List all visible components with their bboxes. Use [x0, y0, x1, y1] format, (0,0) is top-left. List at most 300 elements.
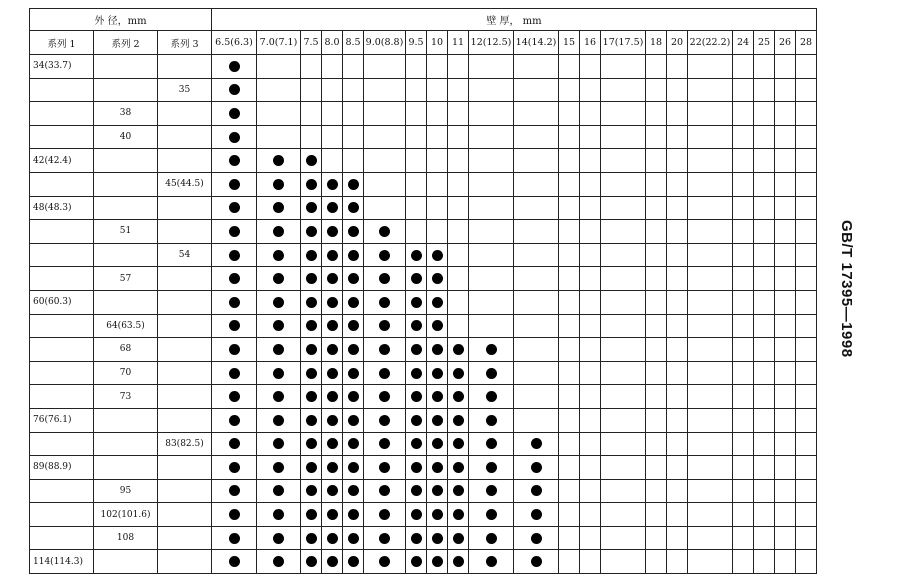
available-dot-icon	[486, 368, 497, 379]
availability-cell	[796, 220, 817, 244]
availability-cell	[212, 267, 257, 291]
available-dot-icon	[432, 391, 443, 402]
available-dot-icon	[486, 556, 497, 567]
availability-cell	[688, 432, 733, 456]
outer-diameter-cell	[94, 408, 158, 432]
outer-diameter-cell: 42(42.4)	[30, 149, 94, 173]
availability-cell	[514, 172, 559, 196]
availability-cell	[427, 149, 448, 173]
available-dot-icon	[379, 533, 390, 544]
availability-cell	[343, 385, 364, 409]
availability-cell	[646, 78, 667, 102]
availability-cell	[667, 479, 688, 503]
available-dot-icon	[486, 344, 497, 355]
outer-diameter-cell	[158, 125, 212, 149]
availability-cell	[667, 125, 688, 149]
availability-cell	[514, 220, 559, 244]
availability-cell	[322, 55, 343, 79]
availability-cell	[688, 125, 733, 149]
availability-cell	[469, 243, 514, 267]
availability-cell	[646, 338, 667, 362]
available-dot-icon	[229, 415, 240, 426]
available-dot-icon	[327, 415, 338, 426]
availability-cell	[646, 526, 667, 550]
availability-cell	[212, 526, 257, 550]
available-dot-icon	[306, 202, 317, 213]
availability-cell	[733, 361, 754, 385]
availability-cell	[667, 432, 688, 456]
availability-cell	[469, 361, 514, 385]
availability-cell	[733, 314, 754, 338]
availability-cell	[448, 196, 469, 220]
availability-cell	[796, 78, 817, 102]
availability-cell	[796, 102, 817, 126]
availability-cell	[322, 314, 343, 338]
available-dot-icon	[411, 485, 422, 496]
available-dot-icon	[273, 202, 284, 213]
outer-diameter-cell	[94, 78, 158, 102]
availability-cell	[775, 149, 796, 173]
availability-cell	[212, 456, 257, 480]
availability-cell	[364, 149, 406, 173]
availability-cell	[469, 338, 514, 362]
outer-diameter-cell	[158, 456, 212, 480]
available-dot-icon	[486, 415, 497, 426]
availability-cell	[364, 385, 406, 409]
outer-diameter-cell: 76(76.1)	[30, 408, 94, 432]
thickness-header: 10	[427, 31, 448, 55]
availability-cell	[257, 479, 301, 503]
table-row	[30, 385, 817, 409]
availability-cell	[257, 456, 301, 480]
available-dot-icon	[453, 462, 464, 473]
availability-cell	[301, 361, 322, 385]
outer-diameter-header: 外 径，mm	[30, 9, 212, 31]
availability-cell	[754, 102, 775, 126]
availability-cell	[406, 125, 427, 149]
thickness-header: 17(17.5)	[601, 31, 646, 55]
available-dot-icon	[432, 368, 443, 379]
available-dot-icon	[348, 415, 359, 426]
table-row	[30, 503, 817, 527]
available-dot-icon	[453, 509, 464, 520]
availability-cell	[688, 385, 733, 409]
availability-cell	[427, 78, 448, 102]
available-dot-icon	[306, 462, 317, 473]
thickness-header: 11	[448, 31, 469, 55]
availability-cell	[406, 503, 427, 527]
availability-cell	[257, 526, 301, 550]
availability-cell	[343, 338, 364, 362]
available-dot-icon	[273, 344, 284, 355]
availability-cell	[514, 290, 559, 314]
availability-cell	[559, 243, 580, 267]
availability-cell	[343, 149, 364, 173]
availability-cell	[406, 78, 427, 102]
availability-cell	[448, 503, 469, 527]
availability-cell	[469, 479, 514, 503]
availability-cell	[406, 432, 427, 456]
available-dot-icon	[306, 226, 317, 237]
availability-cell	[301, 267, 322, 291]
availability-cell	[212, 338, 257, 362]
available-dot-icon	[432, 462, 443, 473]
availability-cell	[448, 456, 469, 480]
availability-cell	[364, 172, 406, 196]
outer-diameter-cell: 38	[94, 102, 158, 126]
availability-cell	[448, 408, 469, 432]
outer-diameter-cell: 48(48.3)	[30, 196, 94, 220]
outer-diameter-cell: 95	[94, 479, 158, 503]
availability-cell	[448, 102, 469, 126]
availability-cell	[212, 220, 257, 244]
available-dot-icon	[327, 226, 338, 237]
availability-cell	[601, 408, 646, 432]
available-dot-icon	[273, 391, 284, 402]
outer-diameter-cell	[158, 267, 212, 291]
availability-cell	[257, 172, 301, 196]
availability-cell	[559, 267, 580, 291]
availability-cell	[796, 196, 817, 220]
availability-cell	[733, 172, 754, 196]
thickness-header: 24	[733, 31, 754, 55]
available-dot-icon	[432, 438, 443, 449]
available-dot-icon	[453, 415, 464, 426]
availability-cell	[364, 78, 406, 102]
availability-cell	[448, 550, 469, 574]
available-dot-icon	[229, 462, 240, 473]
availability-cell	[514, 314, 559, 338]
available-dot-icon	[453, 485, 464, 496]
available-dot-icon	[327, 485, 338, 496]
available-dot-icon	[411, 368, 422, 379]
availability-cell	[796, 550, 817, 574]
steel-pipe-dimension-table	[29, 8, 817, 574]
outer-diameter-cell	[158, 526, 212, 550]
availability-cell	[448, 526, 469, 550]
availability-cell	[448, 125, 469, 149]
table-row	[30, 361, 817, 385]
available-dot-icon	[273, 485, 284, 496]
availability-cell	[733, 149, 754, 173]
available-dot-icon	[327, 320, 338, 331]
availability-cell	[364, 196, 406, 220]
available-dot-icon	[229, 179, 240, 190]
availability-cell	[427, 243, 448, 267]
availability-cell	[667, 55, 688, 79]
available-dot-icon	[229, 273, 240, 284]
availability-cell	[559, 550, 580, 574]
availability-cell	[343, 243, 364, 267]
availability-cell	[427, 220, 448, 244]
availability-cell	[754, 290, 775, 314]
availability-cell	[322, 125, 343, 149]
outer-diameter-cell	[30, 125, 94, 149]
available-dot-icon	[432, 273, 443, 284]
available-dot-icon	[379, 438, 390, 449]
availability-cell	[448, 361, 469, 385]
availability-cell	[406, 55, 427, 79]
availability-cell	[406, 385, 427, 409]
availability-cell	[667, 408, 688, 432]
availability-cell	[322, 338, 343, 362]
availability-cell	[775, 456, 796, 480]
thickness-header: 6.5(6.3)	[212, 31, 257, 55]
availability-cell	[601, 290, 646, 314]
available-dot-icon	[306, 533, 317, 544]
availability-cell	[601, 550, 646, 574]
availability-cell	[733, 78, 754, 102]
availability-cell	[688, 55, 733, 79]
availability-cell	[559, 385, 580, 409]
available-dot-icon	[379, 391, 390, 402]
availability-cell	[364, 526, 406, 550]
available-dot-icon	[348, 344, 359, 355]
availability-cell	[796, 338, 817, 362]
available-dot-icon	[306, 250, 317, 261]
availability-cell	[733, 125, 754, 149]
available-dot-icon	[273, 415, 284, 426]
available-dot-icon	[348, 485, 359, 496]
availability-cell	[796, 172, 817, 196]
available-dot-icon	[229, 509, 240, 520]
availability-cell	[754, 385, 775, 409]
available-dot-icon	[453, 556, 464, 567]
availability-cell	[257, 220, 301, 244]
availability-cell	[343, 526, 364, 550]
availability-cell	[448, 172, 469, 196]
availability-cell	[514, 479, 559, 503]
available-dot-icon	[348, 438, 359, 449]
availability-cell	[646, 102, 667, 126]
available-dot-icon	[486, 509, 497, 520]
availability-cell	[733, 408, 754, 432]
outer-diameter-cell	[94, 149, 158, 173]
availability-cell	[580, 172, 601, 196]
availability-cell	[688, 408, 733, 432]
availability-cell	[559, 55, 580, 79]
available-dot-icon	[348, 533, 359, 544]
available-dot-icon	[379, 226, 390, 237]
thickness-header: 26	[775, 31, 796, 55]
availability-cell	[733, 550, 754, 574]
availability-cell	[646, 149, 667, 173]
available-dot-icon	[273, 179, 284, 190]
availability-cell	[559, 196, 580, 220]
available-dot-icon	[531, 462, 542, 473]
availability-cell	[448, 338, 469, 362]
availability-cell	[580, 338, 601, 362]
series-header: 系列 3	[158, 31, 212, 55]
available-dot-icon	[229, 202, 240, 213]
availability-cell	[733, 503, 754, 527]
availability-cell	[514, 526, 559, 550]
available-dot-icon	[327, 179, 338, 190]
thickness-header: 12(12.5)	[469, 31, 514, 55]
available-dot-icon	[229, 485, 240, 496]
availability-cell	[796, 125, 817, 149]
availability-cell	[448, 267, 469, 291]
availability-cell	[427, 290, 448, 314]
outer-diameter-cell: 57	[94, 267, 158, 291]
available-dot-icon	[273, 368, 284, 379]
available-dot-icon	[273, 320, 284, 331]
availability-cell	[646, 503, 667, 527]
availability-cell	[343, 314, 364, 338]
availability-cell	[775, 432, 796, 456]
availability-cell	[559, 314, 580, 338]
available-dot-icon	[229, 533, 240, 544]
availability-cell	[343, 408, 364, 432]
available-dot-icon	[486, 462, 497, 473]
availability-cell	[406, 102, 427, 126]
available-dot-icon	[306, 273, 317, 284]
availability-cell	[667, 196, 688, 220]
availability-cell	[448, 479, 469, 503]
availability-cell	[667, 314, 688, 338]
availability-cell	[754, 408, 775, 432]
available-dot-icon	[453, 391, 464, 402]
availability-cell	[688, 267, 733, 291]
availability-cell	[469, 78, 514, 102]
available-dot-icon	[327, 462, 338, 473]
availability-cell	[754, 196, 775, 220]
available-dot-icon	[229, 61, 240, 72]
availability-cell	[257, 385, 301, 409]
availability-cell	[212, 172, 257, 196]
availability-cell	[343, 267, 364, 291]
outer-diameter-cell	[94, 243, 158, 267]
available-dot-icon	[327, 368, 338, 379]
available-dot-icon	[348, 368, 359, 379]
outer-diameter-cell	[158, 196, 212, 220]
outer-diameter-cell	[158, 102, 212, 126]
available-dot-icon	[379, 368, 390, 379]
availability-cell	[257, 149, 301, 173]
availability-cell	[448, 243, 469, 267]
available-dot-icon	[432, 556, 443, 567]
availability-cell	[343, 172, 364, 196]
availability-cell	[775, 361, 796, 385]
outer-diameter-cell	[30, 361, 94, 385]
table-row	[30, 220, 817, 244]
outer-diameter-cell	[158, 338, 212, 362]
availability-cell	[427, 361, 448, 385]
availability-cell	[212, 149, 257, 173]
availability-cell	[212, 550, 257, 574]
available-dot-icon	[348, 179, 359, 190]
availability-cell	[688, 314, 733, 338]
availability-cell	[322, 361, 343, 385]
outer-diameter-cell	[158, 550, 212, 574]
availability-cell	[364, 550, 406, 574]
available-dot-icon	[379, 485, 390, 496]
availability-cell	[775, 338, 796, 362]
availability-cell	[796, 314, 817, 338]
available-dot-icon	[273, 556, 284, 567]
outer-diameter-cell	[30, 314, 94, 338]
availability-cell	[448, 149, 469, 173]
availability-cell	[775, 125, 796, 149]
outer-diameter-cell: 51	[94, 220, 158, 244]
availability-cell	[427, 196, 448, 220]
availability-cell	[688, 550, 733, 574]
availability-cell	[322, 290, 343, 314]
table-row	[30, 526, 817, 550]
outer-diameter-cell	[94, 550, 158, 574]
outer-diameter-cell: 89(88.9)	[30, 456, 94, 480]
availability-cell	[796, 267, 817, 291]
availability-cell	[514, 550, 559, 574]
available-dot-icon	[432, 297, 443, 308]
availability-cell	[667, 385, 688, 409]
availability-cell	[601, 314, 646, 338]
availability-cell	[688, 503, 733, 527]
availability-cell	[469, 172, 514, 196]
availability-cell	[257, 55, 301, 79]
table-row	[30, 314, 817, 338]
availability-cell	[514, 243, 559, 267]
availability-cell	[514, 361, 559, 385]
availability-cell	[364, 338, 406, 362]
availability-cell	[469, 149, 514, 173]
available-dot-icon	[379, 556, 390, 567]
availability-cell	[580, 55, 601, 79]
availability-cell	[514, 456, 559, 480]
availability-cell	[469, 196, 514, 220]
thickness-header: 7.0(7.1)	[257, 31, 301, 55]
availability-cell	[448, 385, 469, 409]
availability-cell	[754, 550, 775, 574]
availability-cell	[733, 220, 754, 244]
available-dot-icon	[432, 533, 443, 544]
availability-cell	[601, 385, 646, 409]
available-dot-icon	[348, 297, 359, 308]
series-header: 系列 1	[30, 31, 94, 55]
availability-cell	[796, 503, 817, 527]
availability-cell	[559, 290, 580, 314]
availability-cell	[775, 220, 796, 244]
availability-cell	[406, 526, 427, 550]
available-dot-icon	[273, 533, 284, 544]
availability-cell	[427, 314, 448, 338]
availability-cell	[601, 432, 646, 456]
availability-cell	[212, 243, 257, 267]
availability-cell	[212, 361, 257, 385]
availability-cell	[257, 290, 301, 314]
availability-cell	[364, 361, 406, 385]
availability-cell	[646, 550, 667, 574]
availability-cell	[406, 479, 427, 503]
available-dot-icon	[379, 250, 390, 261]
outer-diameter-cell	[30, 432, 94, 456]
availability-cell	[601, 456, 646, 480]
availability-cell	[322, 432, 343, 456]
availability-cell	[322, 78, 343, 102]
available-dot-icon	[486, 533, 497, 544]
availability-cell	[427, 267, 448, 291]
availability-cell	[667, 172, 688, 196]
availability-cell	[514, 408, 559, 432]
availability-cell	[343, 290, 364, 314]
availability-cell	[796, 408, 817, 432]
thickness-header: 8.0	[322, 31, 343, 55]
outer-diameter-cell	[94, 55, 158, 79]
available-dot-icon	[229, 226, 240, 237]
availability-cell	[559, 361, 580, 385]
availability-cell	[469, 408, 514, 432]
available-dot-icon	[306, 155, 317, 166]
